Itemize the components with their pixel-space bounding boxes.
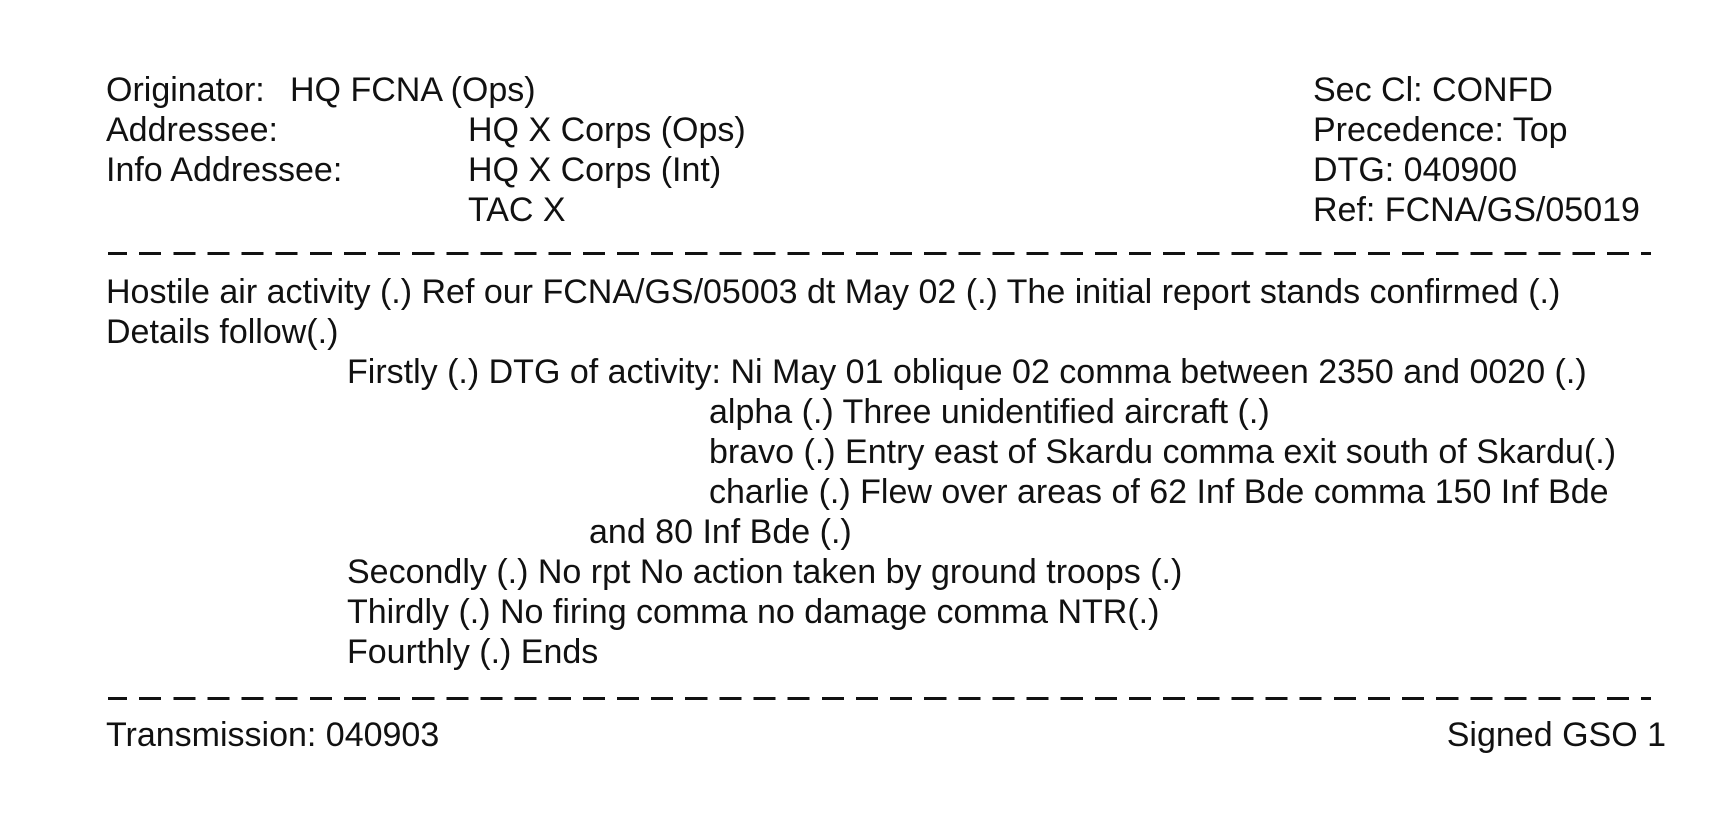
body-charlie: charlie (.) Flew over areas of 62 Inf Bde comma 150 Inf Bde [709, 473, 1609, 511]
body-bravo: bravo (.) Entry east of Skardu comma exit south of Skardu(.) [709, 433, 1617, 471]
body-line-1: Hostile air activity (.) Ref our FCNA/GS/05003 dt May 02 (.) The initial report stands confirmed (.) [106, 273, 1561, 311]
info-addressee-label: Info Addressee: [106, 151, 343, 189]
dtg: DTG: 040900 [1313, 151, 1518, 189]
addressee-value: HQ X Corps (Ops) [468, 111, 746, 149]
separator-bottom [108, 697, 1651, 700]
separator-top [108, 252, 1651, 255]
info-addressee-value: HQ X Corps (Int) [468, 151, 722, 189]
addressee-label: Addressee: [106, 111, 278, 149]
body-charlie-continued: and 80 Inf Bde (.) [589, 513, 852, 551]
originator-label: Originator: [106, 71, 265, 109]
body-line-2: Details follow(.) [106, 313, 339, 351]
body-thirdly: Thirdly (.) No firing comma no damage comma NTR(.) [347, 593, 1160, 631]
precedence: Precedence: Top [1313, 111, 1568, 149]
reference: Ref: FCNA/GS/05019 [1313, 191, 1640, 229]
security-classification: Sec Cl: CONFD [1313, 71, 1553, 109]
body-alpha: alpha (.) Three unidentified aircraft (.) [709, 393, 1270, 431]
originator-value: HQ FCNA (Ops) [290, 71, 536, 109]
body-fourthly: Fourthly (.) Ends [347, 633, 599, 671]
info-addressee-value-2: TAC X [468, 191, 566, 229]
signature: Signed GSO 1 [1446, 716, 1666, 754]
body-firstly: Firstly (.) DTG of activity: Ni May 01 oblique 02 comma between 2350 and 0020 (.) [347, 353, 1587, 391]
transmission-time: Transmission: 040903 [106, 716, 440, 754]
body-secondly: Secondly (.) No rpt No action taken by ground troops (.) [347, 553, 1183, 591]
